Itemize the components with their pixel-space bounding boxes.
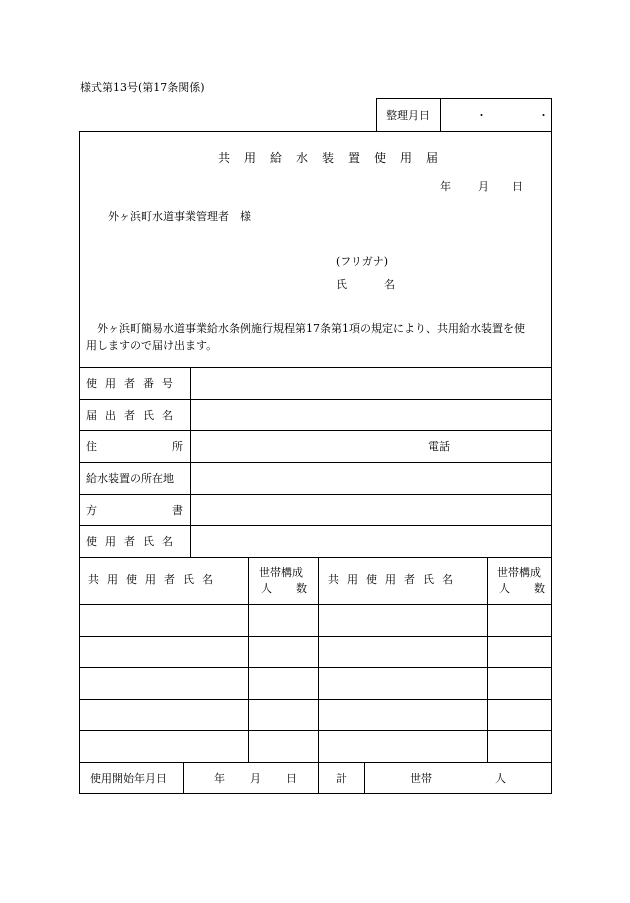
label-device-location: 給水装置の所在地 xyxy=(86,472,174,485)
user-name-field[interactable] xyxy=(191,526,551,556)
household-header-left-person: 人 xyxy=(261,582,272,595)
shared-name-header-right: 共用使用者氏名 xyxy=(328,573,461,586)
household-header-left-line1: 世帯構成 xyxy=(259,566,303,579)
date-month: 月 xyxy=(478,180,489,193)
label-care-of-first: 方 xyxy=(86,504,97,517)
filing-date-value[interactable]: ・ ・ xyxy=(476,109,569,122)
household-header-right-person: 人 xyxy=(499,582,510,595)
label-address-second: 所 xyxy=(172,440,183,453)
body-text-line2: 用しますので届け出ます。 xyxy=(86,339,218,352)
start-year: 年 xyxy=(214,772,225,785)
body-text-line1: 外ヶ浜町簡易水道事業給水条例施行規程第17条第1項の規定により、共用給水装置を使 xyxy=(97,322,525,335)
label-households: 世帯 xyxy=(410,772,432,785)
filing-date-label: 整理月日 xyxy=(386,109,430,122)
label-phone: 電話 xyxy=(428,440,450,453)
label-start-date: 使用開始年月日 xyxy=(90,772,167,785)
user-number-field[interactable] xyxy=(191,368,551,398)
name-label-first: 氏 xyxy=(336,278,347,291)
household-header-right-line1: 世帯構成 xyxy=(497,566,541,579)
shared-users-right-cells[interactable] xyxy=(319,605,487,761)
label-applicant-name: 届出者氏名 xyxy=(86,409,181,422)
form-title: 共用給水装置使用届 xyxy=(218,151,453,165)
shared-name-header-left: 共用使用者氏名 xyxy=(88,573,221,586)
label-user-name: 使用者氏名 xyxy=(86,535,181,548)
shared-users-left-cells[interactable] xyxy=(80,605,248,761)
household-header-right-count: 数 xyxy=(534,582,545,595)
label-care-of-second: 書 xyxy=(172,504,183,517)
care-of-field[interactable] xyxy=(191,495,551,524)
start-month: 月 xyxy=(250,772,261,785)
addressee: 外ヶ浜町水道事業管理者 様 xyxy=(108,210,251,223)
start-day: 日 xyxy=(286,772,297,785)
label-total: 計 xyxy=(336,772,347,785)
address-field[interactable] xyxy=(191,431,421,461)
furigana-label: (フリガナ) xyxy=(336,255,389,268)
household-header-left-count: 数 xyxy=(296,582,307,595)
label-persons: 人 xyxy=(495,772,506,785)
form-number: 様式第13号(第17条関係) xyxy=(80,81,205,94)
label-address-first: 住 xyxy=(86,440,97,453)
name-label-second: 名 xyxy=(384,278,395,291)
label-user-number: 使用者番号 xyxy=(86,377,181,390)
date-day: 日 xyxy=(512,180,523,193)
date-year: 年 xyxy=(440,180,451,193)
applicant-name-field[interactable] xyxy=(191,400,551,429)
device-location-field[interactable] xyxy=(191,463,551,493)
